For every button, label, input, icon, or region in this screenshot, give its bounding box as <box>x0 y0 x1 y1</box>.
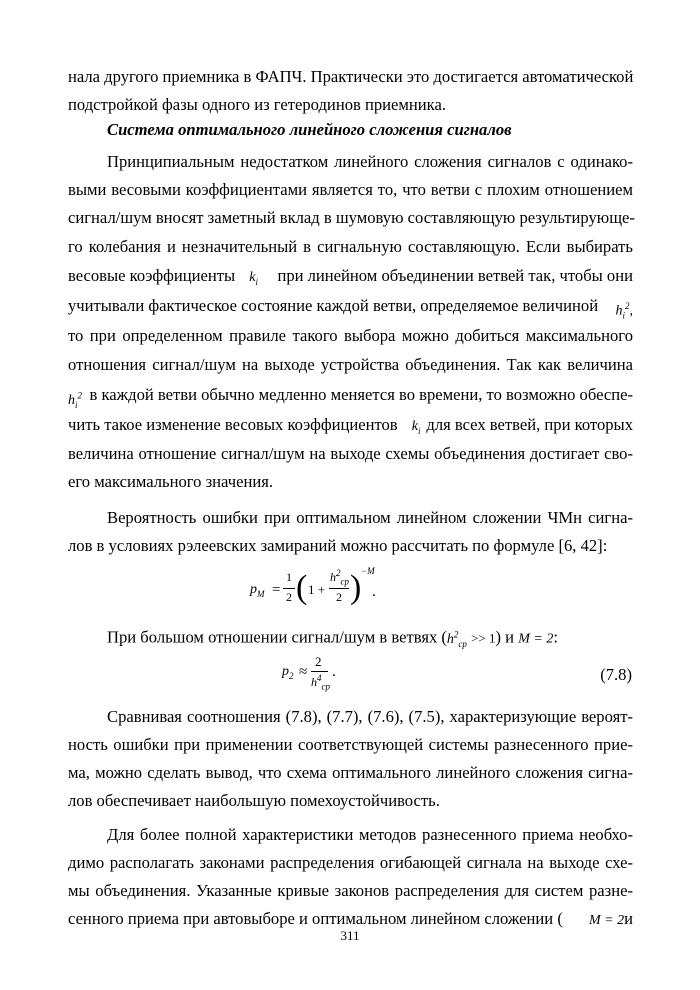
text-line <box>68 909 633 929</box>
math-symbol: h <box>311 675 317 689</box>
text-line: нала другого приемника в ФАПЧ. Практически это достигается автоматической <box>68 67 634 86</box>
math-subscript: ср <box>458 638 467 649</box>
text-line <box>68 266 633 292</box>
math-period: . <box>372 584 376 600</box>
left-paren: ( <box>296 569 308 606</box>
text-line <box>68 385 633 414</box>
math-subscript: M <box>257 588 265 599</box>
math-p-2 <box>282 664 294 681</box>
text-fragment: сенного приема при автовыборе и оптимальном линейном сложении ( <box>68 909 563 928</box>
math-condition: >> 1 <box>471 630 496 646</box>
text-fragment: чить такое изменение весовых коэффициентов <box>68 415 398 434</box>
text-line <box>68 296 633 321</box>
math-subscript: 2 <box>289 670 294 681</box>
math-h-cp-squared <box>446 629 467 649</box>
math-symbol: h <box>68 392 75 408</box>
math-symbol: p <box>250 582 257 597</box>
text-line: Принципиальным недостатком линейного сложения сигналов с одинако- <box>107 152 633 171</box>
math-k-i <box>412 419 421 434</box>
text-line: Сравнивая соотношения (7.8), (7.7), (7.6), (7.5), характеризующие вероят- <box>107 707 633 726</box>
text-fragment: и <box>624 909 633 928</box>
fraction-numerator: 1 <box>286 570 292 584</box>
math-k-i <box>249 270 258 285</box>
text-line: лов в условиях рэлеевских замираний можно рассчитать по формуле [6, 42]: <box>68 536 608 555</box>
math-h-i-squared: $h_i^2$, <box>615 301 633 321</box>
text-fragment: при линейном объединении ветвей так, чтобы они <box>277 266 633 285</box>
math-one-plus: 1 + <box>308 582 326 597</box>
text-line: отношения сигнал/шум на выходе устройства объединения. Так как величина <box>68 355 633 374</box>
text-fragment: для всех ветвей, при которых <box>426 415 633 434</box>
text-line: го колебания и незначительный в сигнальную составляющую. Если выбирать <box>68 237 633 256</box>
formula-pm <box>250 566 376 618</box>
math-m-equals-2: M = 2 <box>589 913 625 928</box>
math-superscript: 2 <box>77 390 83 400</box>
fraction-numerator: 2 <box>315 654 322 669</box>
math-subscript: ср <box>340 576 349 587</box>
text-fragment: При большом отношении сигнал/шум в ветвях ( <box>107 627 447 647</box>
text-line: ность ошибки при применении соответствующей системы разнесенного прие- <box>68 735 633 754</box>
math-symbol: k <box>249 270 256 285</box>
text-line: Вероятность ошибки при оптимальном линейном сложении ЧМн сигна- <box>107 508 633 527</box>
right-paren: ) <box>350 569 362 606</box>
text-line: величина отношение сигнал/шум на выходе схемы объединения достигает сво- <box>68 444 633 463</box>
text-line <box>107 624 633 653</box>
text-line: лов обеспечивает наибольшую помехоустойчивость. <box>68 791 440 810</box>
math-superscript: 2 <box>453 629 459 639</box>
math-h-i-squared <box>68 390 83 410</box>
text-fragment: учитывали фактическое состояние каждой ветви, определяемое величиной <box>68 296 599 315</box>
text-line: его максимального значения. <box>68 472 273 491</box>
text-line: выми весовыми коэффициентами является то, что ветви с плохим отношением <box>68 180 633 199</box>
text-line <box>68 415 633 441</box>
math-symbol: h <box>330 570 336 584</box>
math-m-equals-2: M = 2 <box>518 631 554 647</box>
math-subscript: i <box>255 276 259 287</box>
text-line: димо располагать законами распределения огибающей сигнала на выходе схе- <box>68 853 633 872</box>
math-subscript: ср <box>321 681 330 692</box>
fraction-bar <box>311 671 328 672</box>
fraction-denominator: 2 <box>286 590 292 604</box>
text-line: сигнал/шум вносят заметный вклад в шумовую составляющую результирующе- <box>68 208 635 227</box>
math-symbol: h <box>615 303 623 319</box>
text-fragment: ) и <box>495 627 515 647</box>
equation-number: (7.8) <box>600 665 632 684</box>
page-number: 311 <box>340 928 360 943</box>
text-line: то при определенном правиле такого выбора можно добиться максимального <box>68 326 633 345</box>
text-line: ма, можно сделать вывод, что схема оптимального линейного сложения сигна- <box>68 763 633 782</box>
math-superscript: 4 <box>317 673 322 683</box>
math-approx: ≈ <box>299 664 308 680</box>
math-symbol: p <box>282 664 289 679</box>
math-superscript: 2 <box>336 568 341 578</box>
text-fragment: в каждой ветви обычно медленно меняется во времени, то возможно обеспе- <box>89 385 633 404</box>
math-subscript: i <box>418 425 421 436</box>
text-line: подстройкой фазы одного из гетеродинов приемника. <box>68 95 446 114</box>
math-period: . <box>332 664 336 680</box>
text-line: Для более полной характеристики методов разнесенного приема необхо- <box>107 825 633 844</box>
text-line: мы объединения. Указанные кривые законов распределения для систем разне- <box>68 881 633 900</box>
fraction-denominator: 2 <box>336 590 342 604</box>
math-p-m <box>250 582 265 599</box>
section-heading: Система оптимального линейного сложения сигналов <box>107 120 512 139</box>
text-fragment: весовые коэффициенты <box>68 266 236 285</box>
math-h-cp-squared <box>330 568 349 586</box>
fraction-bar <box>329 588 349 589</box>
math-h-cp-4 <box>311 673 330 691</box>
math-subscript: i <box>622 310 625 321</box>
math-symbol: h <box>446 631 454 647</box>
math-subscript: i <box>75 399 78 410</box>
math-exponent: −M <box>361 566 375 576</box>
math-equals: = <box>272 582 281 598</box>
fraction-bar <box>283 588 295 589</box>
math-superscript: 2 <box>625 301 630 311</box>
formula-p2 <box>282 654 362 694</box>
text-fragment: : <box>553 627 558 647</box>
math-symbol: k <box>411 419 419 434</box>
